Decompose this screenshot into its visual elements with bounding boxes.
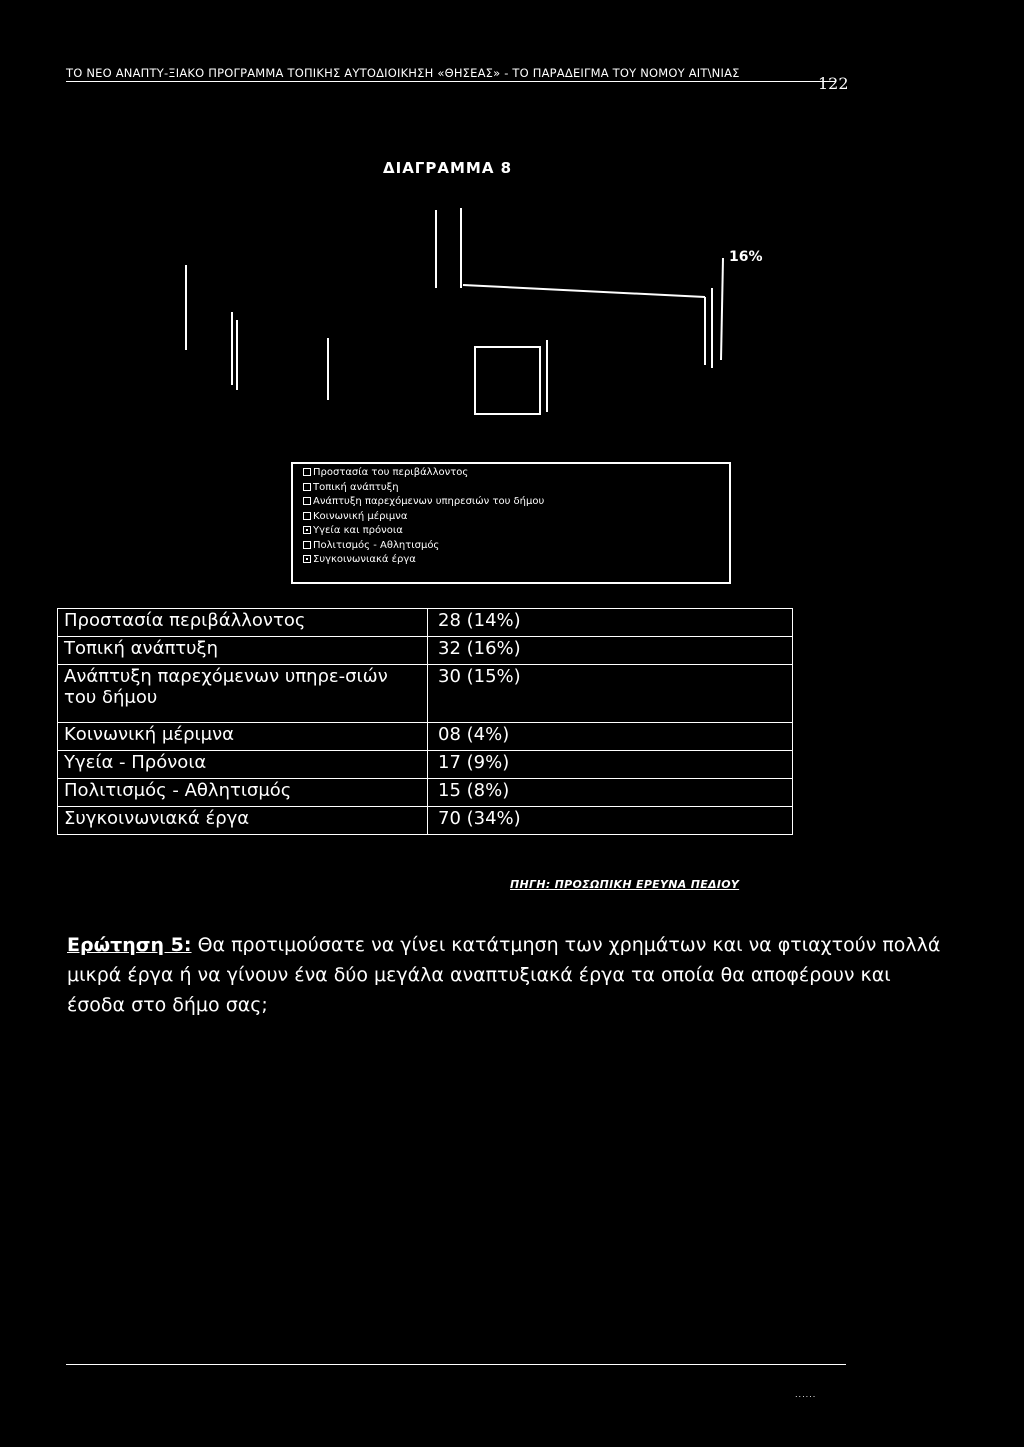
legend-swatch [303,555,311,563]
legend-swatch [303,526,311,534]
table-cell-value: 08 (4%) [428,723,793,751]
legend-swatch [303,512,311,520]
table-cell-value: 17 (9%) [428,751,793,779]
diagram-title: ΔΙΑΓΡΑΜΜΑ 8 [383,159,513,177]
table-cell-value: 15 (8%) [428,779,793,807]
legend-label: Συγκοινωνιακά έργα [313,554,416,565]
table-cell-value: 32 (16%) [428,637,793,665]
table-cell-category: Πολιτισμός - Αθλητισμός [58,779,428,807]
table-cell-category: Ανάπτυξη παρεχόμενων υπηρε-σιών του δήμου [58,665,428,723]
table-row [58,609,793,637]
footer-dots: ...... [795,1390,817,1399]
chart-line [463,285,705,297]
chart-box [475,347,540,414]
legend-label: Ανάπτυξη παρεχόμενων υπηρεσιών του δήμου [313,496,545,507]
legend-swatch [303,468,311,476]
table-cell-category: Τοπική ανάπτυξη [58,637,428,665]
table-cell-value: 70 (34%) [428,807,793,835]
chart-legend [291,462,731,584]
question-paragraph [67,930,947,1020]
table-row [58,723,793,751]
table-cell-category: Συγκοινωνιακά έργα [58,807,428,835]
legend-swatch [303,497,311,505]
table-row [58,751,793,779]
legend-item [303,553,729,568]
legend-label: Πολιτισμός - Αθλητισμός [313,539,440,551]
table-cell-category: Κοινωνική μέριμνα [58,723,428,751]
table-cell-value: 28 (14%) [428,609,793,637]
page-number: 122 [818,74,849,93]
legend-label: Προστασία του περιβάλλοντος [313,467,469,478]
table-cell-category: Προστασία περιβάλλοντος [58,609,428,637]
question-text: Θα προτιμούσατε να γίνει κατάτμηση των χρημάτων και να φτιαχτούν πολλά μικρά έργα ή να γίνουν ένα δύο μεγάλα αναπτυξιακά έργα τα οποία θα αποφέρουν και έσοδα στο δήμο σας; [67,934,941,1016]
footer-rule [66,1364,846,1365]
results-table [57,608,793,835]
question-label: Ερώτηση 5: [67,934,192,956]
running-header: ΤΟ ΝΕΟ ΑΝΑΠΤΥ-ΞΙΑΚΟ ΠΡΟΓΡΑΜΜΑ ΤΟΠΙΚΗΣ ΑΥΤΟΔΙΟΙΚΗΣΗ «ΘΗΣΕΑΣ» - ΤΟ ΠΑΡΑΔΕΙΓΜΑ ΤΟΥ ΝΟΜΟΥ ΑΙΤ\ΝΙΑΣ [66,66,836,82]
legend-item [303,495,729,510]
legend-item [303,466,729,481]
table-cell-value: 30 (15%) [428,665,793,723]
chart-remnant-lines [150,200,800,420]
legend-swatch [303,483,311,491]
legend-item [303,510,729,525]
table-row [58,779,793,807]
table-row [58,665,793,723]
legend-label: Υγεία και πρόνοια [313,525,403,536]
table-row [58,637,793,665]
chart-line [721,258,723,360]
legend-item [303,524,729,539]
legend-item [303,481,729,496]
legend-item [303,539,729,554]
table-cell-category: Υγεία - Πρόνοια [58,751,428,779]
legend-swatch [303,541,311,549]
legend-label: Κοινωνική μέριμνα [313,510,408,522]
chart-percent-label: 16% [729,249,763,265]
legend-label: Τοπική ανάπτυξη [313,481,399,493]
source-note: ΠΗΓΗ: ΠΡΟΣΩΠΙΚΗ ΕΡΕΥΝΑ ΠΕΔΙΟΥ [510,878,740,891]
table-row [58,807,793,835]
